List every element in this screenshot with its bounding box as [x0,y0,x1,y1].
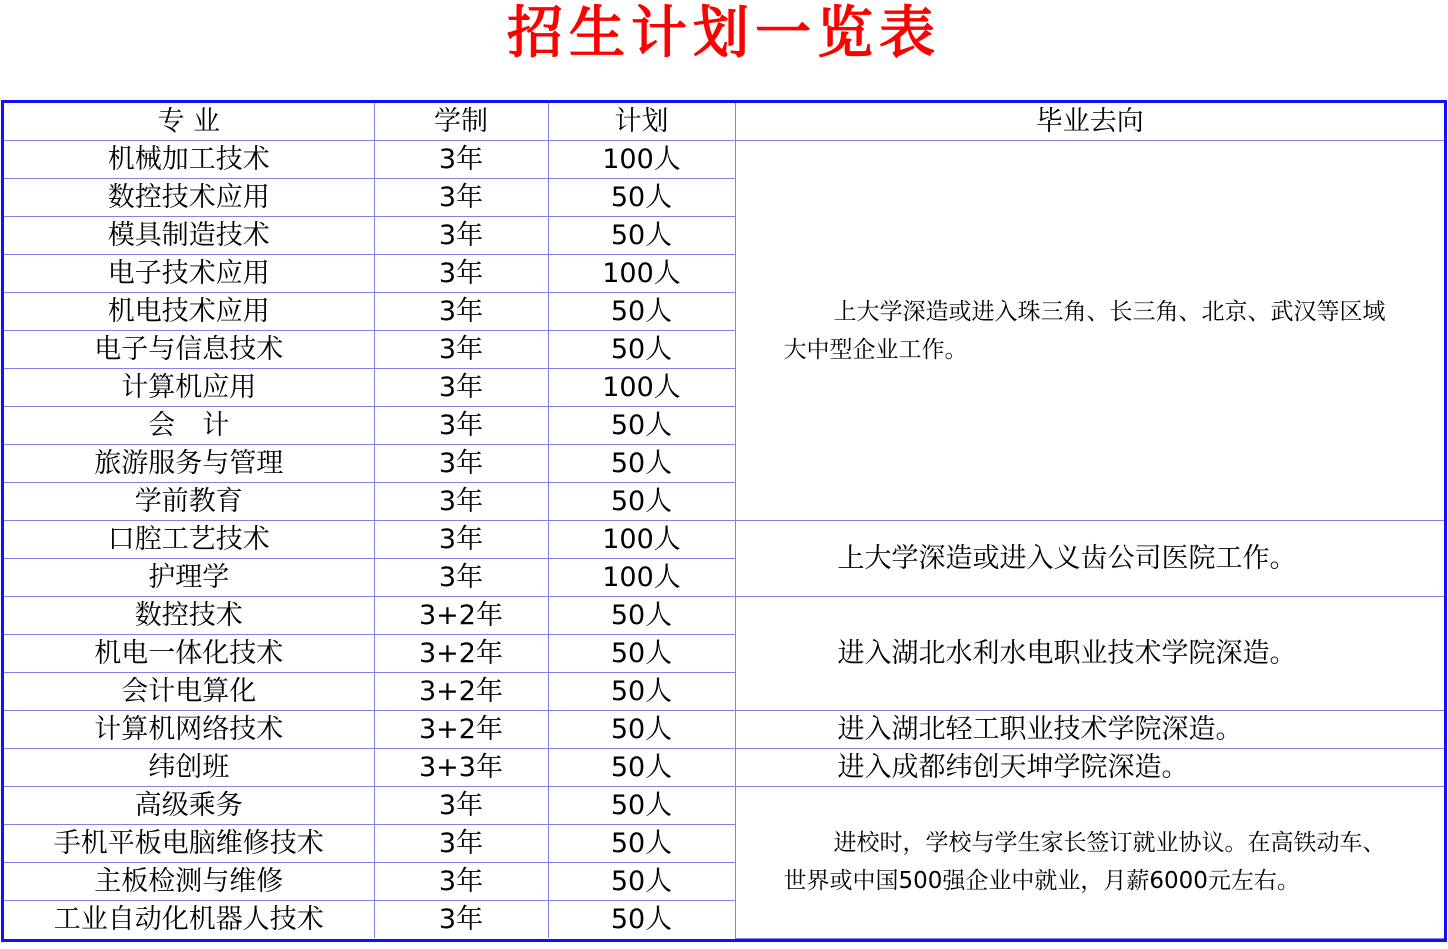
major-cell: 高级乘务 [4,787,374,825]
plan-cell: 50人 [548,635,735,673]
destination-cell: 上大学深造或进入珠三角、长三角、北京、武汉等区域大中型企业工作。 [735,141,1444,521]
plan-cell: 50人 [548,901,735,939]
major-cell: 数控技术应用 [4,179,374,217]
plan-cell: 50人 [548,445,735,483]
years-cell: 3年 [374,825,548,863]
years-cell: 3+2年 [374,711,548,749]
destination-cell: 进校时，学校与学生家长签订就业协议。在高铁动车、世界或中国500强企业中就业，月薪6000元左右。 [735,787,1444,939]
plan-cell: 100人 [548,521,735,559]
years-cell: 3年 [374,445,548,483]
plan-cell: 100人 [548,141,735,179]
years-cell: 3+2年 [374,597,548,635]
major-cell: 护理学 [4,559,374,597]
years-cell: 3年 [374,369,548,407]
years-cell: 3+2年 [374,673,548,711]
major-cell: 主板检测与维修 [4,863,374,901]
major-cell: 口腔工艺技术 [4,521,374,559]
major-cell: 机械加工技术 [4,141,374,179]
major-cell: 计算机应用 [4,369,374,407]
plan-cell: 50人 [548,331,735,369]
years-cell: 3年 [374,407,548,445]
years-cell: 3年 [374,901,548,939]
destination-cell: 上大学深造或进入义齿公司医院工作。 [735,521,1444,597]
major-cell: 手机平板电脑维修技术 [4,825,374,863]
years-cell: 3年 [374,787,548,825]
header-years: 学制 [374,103,548,141]
major-cell: 纬创班 [4,749,374,787]
plan-cell: 50人 [548,293,735,331]
major-cell: 计算机网络技术 [4,711,374,749]
plan-cell: 50人 [548,673,735,711]
major-cell: 机电技术应用 [4,293,374,331]
years-cell: 3年 [374,179,548,217]
destination-cell: 进入湖北水利水电职业技术学院深造。 [735,597,1444,711]
plan-cell: 50人 [548,483,735,521]
plan-cell: 50人 [548,863,735,901]
years-cell: 3年 [374,141,548,179]
plan-cell: 100人 [548,369,735,407]
major-cell: 工业自动化机器人技术 [4,901,374,939]
years-cell: 3+2年 [374,635,548,673]
header-destination: 毕业去向 [735,103,1444,141]
plan-cell: 100人 [548,255,735,293]
major-cell: 电子技术应用 [4,255,374,293]
major-cell: 电子与信息技术 [4,331,374,369]
major-cell: 模具制造技术 [4,217,374,255]
plan-cell: 50人 [548,749,735,787]
table-row [4,749,1444,787]
years-cell: 3年 [374,521,548,559]
plan-cell: 50人 [548,787,735,825]
table-row [4,521,1444,559]
years-cell: 3年 [374,559,548,597]
destination-cell: 进入湖北轻工职业技术学院深造。 [735,711,1444,749]
years-cell: 3年 [374,863,548,901]
header-major: 专 业 [4,103,374,141]
years-cell: 3+3年 [374,749,548,787]
plan-cell: 50人 [548,825,735,863]
header-row [4,103,1444,141]
major-cell: 会计电算化 [4,673,374,711]
enrollment-table-frame [1,100,1447,942]
table-row [4,597,1444,635]
plan-cell: 50人 [548,179,735,217]
major-cell: 旅游服务与管理 [4,445,374,483]
header-plan: 计划 [548,103,735,141]
years-cell: 3年 [374,331,548,369]
table-row [4,787,1444,825]
major-cell: 机电一体化技术 [4,635,374,673]
plan-cell: 50人 [548,597,735,635]
enrollment-table [4,103,1444,939]
table-row [4,711,1444,749]
table-row [4,141,1444,179]
plan-cell: 50人 [548,407,735,445]
major-cell: 学前教育 [4,483,374,521]
destination-cell: 进入成都纬创天坤学院深造。 [735,749,1444,787]
years-cell: 3年 [374,293,548,331]
plan-cell: 50人 [548,217,735,255]
plan-cell: 50人 [548,711,735,749]
years-cell: 3年 [374,483,548,521]
major-cell: 会 计 [4,407,374,445]
plan-cell: 100人 [548,559,735,597]
years-cell: 3年 [374,255,548,293]
page-title: 招生计划一览表 [507,1,941,66]
major-cell: 数控技术 [4,597,374,635]
years-cell: 3年 [374,217,548,255]
